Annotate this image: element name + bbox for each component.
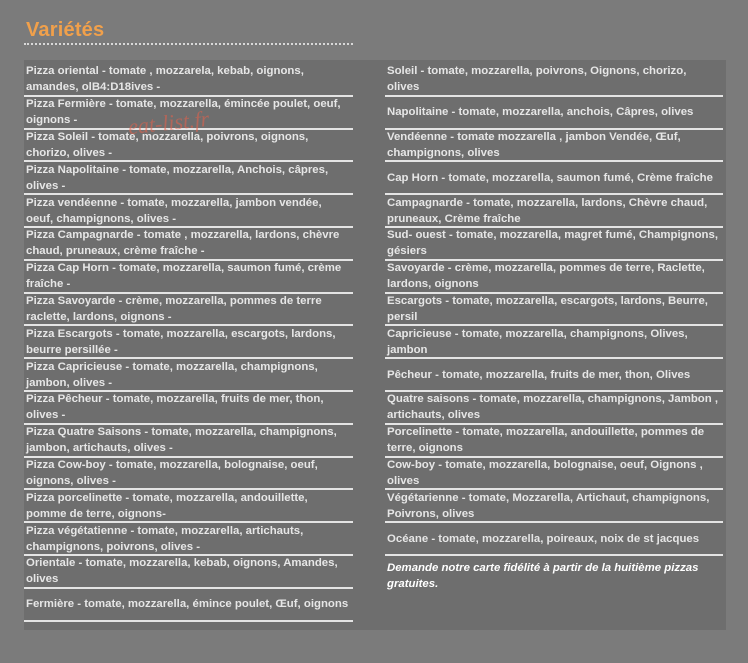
right-column (385, 64, 723, 594)
loyalty-note: Demande notre carte fidélité à partir de la huitième pizzas gratuites. (387, 561, 699, 590)
menu-item: Pêcheur - tomate, mozzarella, fruits de mer, thon, Olives (385, 359, 723, 392)
menu-item: Pizza Savoyarde - crème, mozzarella, pommes de terre raclette, lardons, oignons - (24, 294, 353, 327)
menu-item: Océane - tomate, mozzarella, poireaux, noix de st jacques (385, 523, 723, 556)
menu-item: Pizza végétatienne - tomate, mozzarella, artichauts, champignons, poivrons, olives - (24, 523, 353, 556)
menu-item: Cow-boy - tomate, mozzarella, bolognaise, oeuf, Oignons , olives (385, 458, 723, 491)
menu-item: Pizza Cow-boy - tomate, mozzarella, bolognaise, oeuf, oignons, olives - (24, 458, 353, 491)
menu-item: Pizza vendéenne - tomate, mozzarella, jambon vendée, oeuf, champignons, olives - (24, 195, 353, 228)
menu-item: Végétarienne - tomate, Mozzarella, Artichaut, champignons, Poivrons, olives (385, 490, 723, 523)
menu-item: Escargots - tomate, mozzarella, escargots, lardons, Beurre, persil (385, 294, 723, 327)
menu-item: Quatre saisons - tomate, mozzarella, champignons, Jambon , artichauts, olives (385, 392, 723, 425)
menu-item: Soleil - tomate, mozzarella, poivrons, Oignons, chorizo, olives (385, 64, 723, 97)
menu-item: Pizza porcelinette - tomate, mozzarella, andouillette, pomme de terre, oignons- (24, 490, 353, 523)
menu-item: Pizza Pêcheur - tomate, mozzarella, fruits de mer, thon, olives - (24, 392, 353, 425)
menu-item: Pizza Escargots - tomate, mozzarella, escargots, lardons, beurre persillée - (24, 326, 353, 359)
watermark: eat-list.fr (126, 105, 211, 140)
menu-item: Fermière - tomate, mozzarella, émince poulet, Œuf, oignons (24, 589, 353, 622)
menu-item: Orientale - tomate, mozzarella, kebab, oignons, Amandes, olives (24, 556, 353, 589)
menu-item: Pizza Capricieuse - tomate, mozzarella, champignons, jambon, olives - (24, 359, 353, 392)
menu-item: Cap Horn - tomate, mozzarella, saumon fumé, Crème fraîche (385, 162, 723, 195)
menu-item: Napolitaine - tomate, mozzarella, anchois, Câpres, olives (385, 97, 723, 130)
menu-item: Pizza Campagnarde - tomate , mozzarella, lardons, chèvre chaud, pruneaux, crème fraîche - (24, 228, 353, 261)
menu-item: Campagnarde - tomate, mozzarella, lardons, Chèvre chaud, pruneaux, Crème fraîche (385, 195, 723, 228)
menu-item: Sud- ouest - tomate, mozzarella, magret fumé, Champignons, gésiers (385, 228, 723, 261)
menu-item: Pizza Quatre Saisons - tomate, mozzarella, champignons, jambon, artichauts, olives - (24, 425, 353, 458)
menu-item: Pizza Soleil - tomate, mozzarella, poivrons, oignons, chorizo, olives - (24, 130, 353, 163)
section-title: Variétés (26, 19, 105, 41)
menu-item: Savoyarde - crème, mozzarella, pommes de terre, Raclette, lardons, oignons (385, 261, 723, 294)
menu-item: Capricieuse - tomate, mozzarella, champignons, Olives, jambon (385, 326, 723, 359)
left-column (24, 64, 353, 622)
menu-item: Pizza Napolitaine - tomate, mozzarella, Anchois, câpres, olives - (24, 162, 353, 195)
title-underline (24, 43, 353, 45)
menu-item: Vendéenne - tomate mozzarella , jambon Vendée, Œuf, champignons, olives (385, 130, 723, 163)
menu-item: Porcelinette - tomate, mozzarella, andouillette, pommes de terre, oignons (385, 425, 723, 458)
menu-item: Pizza Fermière - tomate, mozzarella, émincée poulet, oeuf, oignons - (24, 97, 353, 130)
menu-item: Pizza oriental - tomate , mozzarela, kebab, oignons, amandes, olB4:D18ives - (24, 64, 353, 97)
menu-item: Pizza Cap Horn - tomate, mozzarella, saumon fumé, crème fraîche - (24, 261, 353, 294)
